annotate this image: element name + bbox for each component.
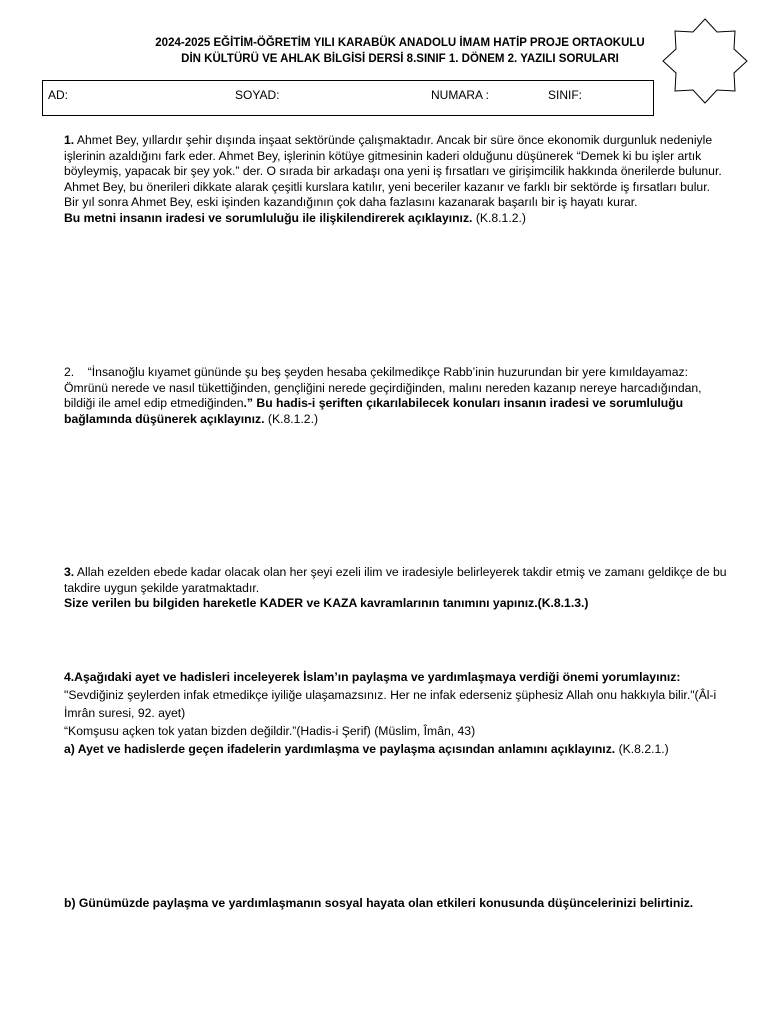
- outcome-code: (K.8.1.2.): [267, 411, 319, 426]
- question-heading: 4.Aşağıdaki ayet ve hadisleri inceleyerek İslam’ın paylaşma ve yardımlaşmaya verdiği önemi yorumlayınız:: [64, 670, 681, 684]
- question-2: [64, 365, 728, 427]
- sub-question-b: b) Günümüzde paylaşma ve yardımlaşmanın sosyal hayata olan etkileri konusunda düşüncelerinizi belirtiniz.: [64, 896, 694, 910]
- sub-question-a: a) Ayet ve hadislerde geçen ifadelerin yardımlaşma ve paylaşma açısından anlamını açıklayınız.: [64, 742, 616, 756]
- class-field-label: SINIF:: [548, 88, 583, 102]
- question-text: “İnsanoğlu kıyamet gününde şu beş şeyden hesaba çekilmedikçe Rabb’inin huzurundan bir yere kımıldayamaz: Ömrünü nerede ve nasıl tükettiğinden, gençliğini nerede geçirdiğinden, malını nereden kazanıp nereye harcadığından, bildiği ile amel edip etmediğinden: [64, 365, 702, 411]
- question-text: Allah ezelden ebede kadar olacak olan her şeyi ezeli ilim ve iradesiyle belirleyerek takdir etmiş ve zamanı geldikçe de bu takdire uygun şekilde yaratmaktadır.: [64, 565, 727, 595]
- surname-field-label: SOYAD:: [235, 88, 280, 102]
- outcome-code: (K.8.2.1.): [618, 742, 669, 756]
- question-instruction: Size verilen bu bilgiden hareketle KADER ve KAZA kavramlarının tanımını yapınız.(K.8.1.3.): [64, 596, 589, 611]
- question-number: 2.: [64, 365, 75, 379]
- exam-title-line1: 2024-2025 EĞİTİM-ÖĞRETİM YILI KARABÜK ANADOLU İMAM HATİP PROJE ORTAOKULU: [155, 37, 645, 49]
- question-instruction: .” Bu hadis-i şeriften çıkarılabilecek konuları insanın iradesi ve sorumluluğu bağlamında düşünerek açıklayınız.: [64, 396, 684, 426]
- question-4-b: [64, 896, 728, 912]
- exam-title-line2: DİN KÜLTÜRÜ VE AHLAK BİLGİSİ DERSİ 8.SINIF 1. DÖNEM 2. YAZILI SORULARI: [181, 53, 619, 65]
- number-field-label: NUMARA :: [431, 88, 490, 102]
- question-3: [64, 565, 728, 612]
- question-4: [64, 668, 728, 758]
- question-number: 1.: [64, 133, 75, 147]
- hadith-quote: “Komşusu açken tok yatan bizden değildir.”(Hadis-i Şerif) (Müslim, Îmân, 43): [64, 724, 476, 738]
- student-info-box: [42, 80, 654, 116]
- verse-quote: "Sevdiğiniz şeylerden infak etmedikçe iyiliğe ulaşamazsınız. Her ne infak ederseniz şüphesiz Allah onu hakkıyla bilir."(Âl-i İmrân suresi, 92. ayet): [64, 688, 717, 720]
- question-instruction: Bu metni insanın iradesi ve sorumluluğu ile ilişkilendirerek açıklayınız.: [64, 210, 473, 225]
- question-text: Ahmet Bey, yıllardır şehir dışında inşaat sektöründe çalışmaktadır. Ancak bir süre önce ekonomik durgunluk nedeniyle işlerinin azaldığını fark eder. Ahmet Bey, işlerinin kötüye gitmesinin kaderi olduğunu düşünerek “Demek ki bu işler artık böyleymiş, yapacak bir şey yok.” der. O sırada bir arkadaşı ona yeni iş fırsatları ve girişimcilik hakkında önerilerde bulunur. Ahmet Bey, bu önerileri dikkate alarak çeşitli kurslara katılır, yeni beceriler kazanır ve farklı bir sektörde iş fırsatları bulur. Bir yıl sonra Ahmet Bey, eski işinden kazandığının çok daha fazlasını kazanarak başarılı bir iş hayatı kurar.: [64, 133, 722, 210]
- eight-point-star-icon: [662, 18, 748, 104]
- outcome-code: (K.8.1.2.): [475, 210, 526, 225]
- question-1: [64, 133, 728, 227]
- question-number: 3.: [64, 565, 75, 579]
- name-field-label: AD:: [48, 88, 69, 102]
